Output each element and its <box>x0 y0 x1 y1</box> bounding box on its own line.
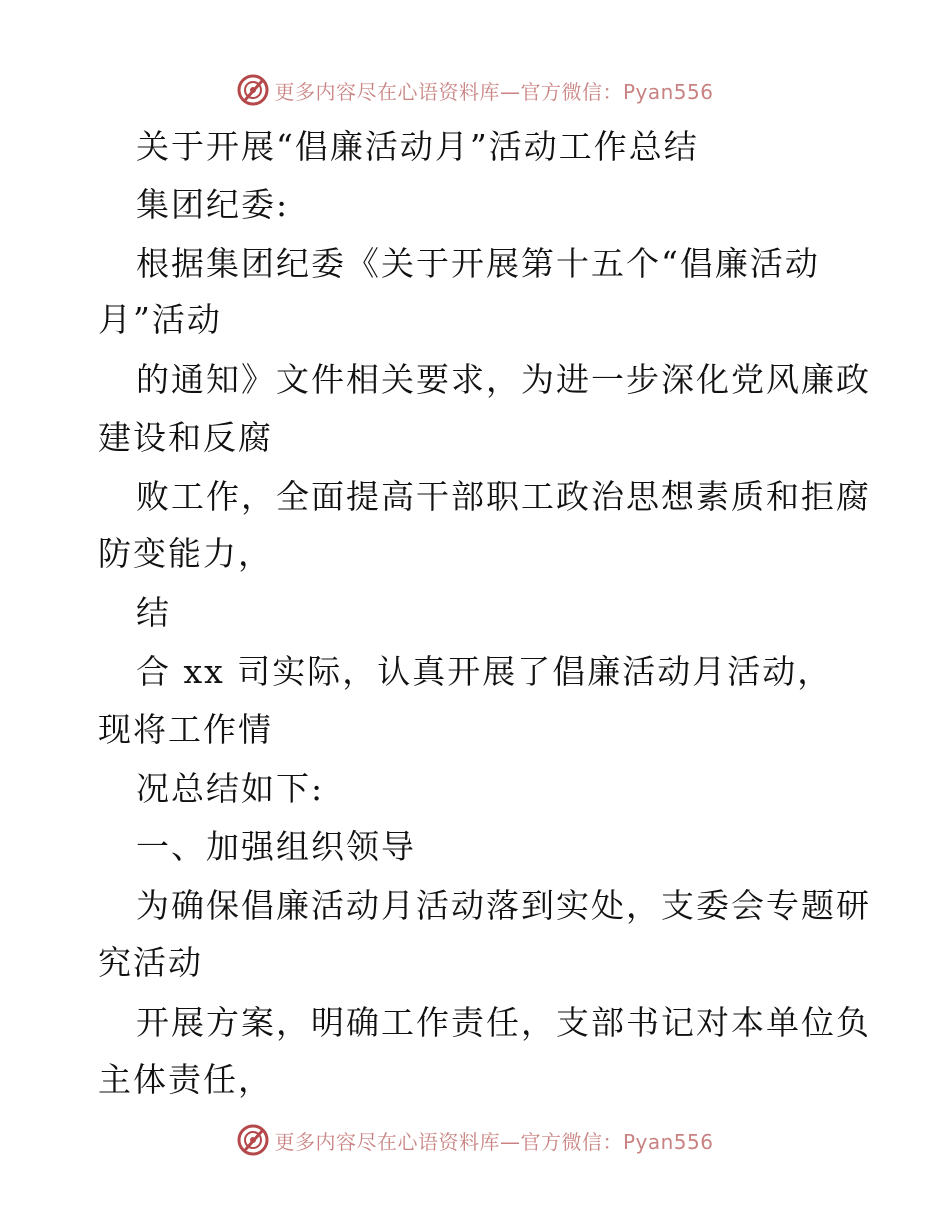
logo-icon <box>236 73 270 107</box>
doc-line: 根据集团纪委《关于开展第十五个“倡廉活动 <box>136 244 820 283</box>
watermark-text: 更多内容尽在心语资料库—官方微信：Pyan556 <box>274 79 714 104</box>
doc-line: 的通知》文件相关要求，为进一步深化党风廉政 <box>136 360 871 399</box>
doc-line: 为确保倡廉活动月活动落到实处，支委会专题研 <box>136 886 871 925</box>
doc-line: 开展方案，明确工作责任，支部书记对本单位负 <box>136 1003 871 1042</box>
watermark-header <box>0 70 950 110</box>
doc-line: 结 <box>136 593 171 632</box>
watermark-footer <box>0 1120 950 1160</box>
doc-line: 月”活动 <box>98 300 222 339</box>
doc-line: 究活动 <box>98 943 203 982</box>
doc-line: 况总结如下: <box>136 769 325 808</box>
doc-line: 建设和反腐 <box>98 418 273 457</box>
doc-line: 主体责任， <box>98 1060 273 1099</box>
watermark-text: 更多内容尽在心语资料库—官方微信：Pyan556 <box>274 1129 714 1154</box>
logo-icon <box>236 1123 270 1157</box>
doc-line: 防变能力， <box>98 534 273 573</box>
doc-line: 现将工作情 <box>98 710 273 749</box>
section-heading: 一、加强组织领导 <box>136 827 416 866</box>
doc-line: 败工作，全面提高干部职工政治思想素质和拒腐 <box>136 477 871 516</box>
doc-line: 集团纪委: <box>136 185 290 224</box>
doc-line: 合 xx 司实际，认真开展了倡廉活动月活动， <box>136 652 833 691</box>
doc-title: 关于开展“倡廉活动月”活动工作总结 <box>136 127 699 166</box>
